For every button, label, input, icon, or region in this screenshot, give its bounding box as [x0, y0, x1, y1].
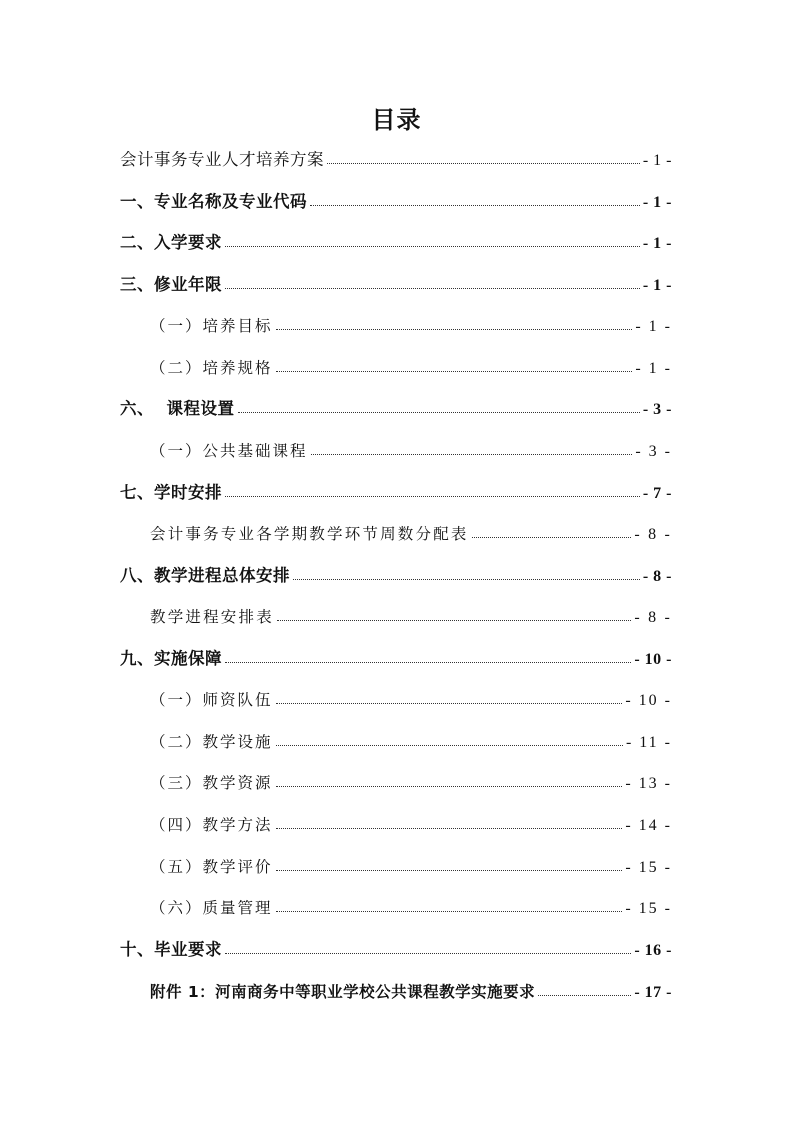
dot-leader — [310, 205, 640, 206]
toc-entry[interactable] — [150, 894, 672, 918]
toc-entry[interactable] — [150, 769, 672, 793]
page-title: 目录 — [371, 106, 422, 134]
dot-leader — [276, 911, 623, 912]
toc-entry[interactable] — [150, 853, 672, 877]
toc-entry-page: - 16 - — [634, 942, 672, 959]
toc-entry[interactable] — [120, 229, 672, 253]
toc-entry-label: 九、实施保障 — [120, 649, 222, 668]
toc-entry-label: 一、专业名称及专业代码 — [120, 192, 307, 211]
toc-entry[interactable] — [150, 978, 672, 1002]
toc-entry[interactable] — [120, 395, 672, 419]
toc-entry-label: （六）质量管理 — [150, 899, 273, 917]
toc-entry[interactable] — [150, 603, 672, 627]
toc-entry-label: （四）教学方法 — [150, 816, 273, 834]
dot-leader — [538, 995, 631, 996]
toc-entry-label: 教学进程安排表 — [150, 608, 274, 626]
toc-entry-page: - 17 - — [634, 984, 672, 1001]
toc-entry-label: 六、 课程设置 — [120, 399, 235, 418]
toc-entry-page: - 11 - — [625, 734, 672, 751]
toc-entry[interactable] — [120, 188, 672, 212]
toc-entry[interactable] — [150, 686, 672, 710]
dot-leader — [225, 496, 640, 497]
toc-entry[interactable] — [120, 645, 672, 669]
toc-entry-label: （二）培养规格 — [150, 359, 273, 377]
dot-leader — [276, 703, 623, 704]
toc-entry-page: - 3 - — [642, 401, 672, 418]
toc-entry[interactable] — [120, 562, 672, 586]
toc-entry-page: - 8 - — [642, 568, 672, 585]
toc-entry-label: （二）教学设施 — [150, 733, 273, 751]
toc-entry[interactable] — [150, 312, 672, 336]
toc-entry[interactable] — [120, 936, 672, 960]
toc-entry-page: - 14 - — [625, 817, 672, 834]
toc-entry-page: - 15 - — [625, 859, 672, 876]
toc-entry[interactable] — [120, 479, 672, 503]
toc-entry-page: - 3 - — [635, 443, 672, 460]
toc-entry-label: （三）教学资源 — [150, 774, 273, 792]
toc-entry-label: 附件 1：河南商务中等职业学校公共课程教学实施要求 — [150, 983, 536, 1001]
dot-leader — [277, 620, 631, 621]
toc-entry-page: - 1 - — [642, 194, 672, 211]
toc-entry-page: - 1 - — [635, 360, 672, 377]
dot-leader — [276, 329, 633, 330]
toc-entry-label: 二、入学要求 — [120, 233, 222, 252]
toc-entry[interactable] — [150, 728, 672, 752]
toc-entry-page: - 1 - — [642, 235, 672, 252]
toc-entry-page: - 1 - — [642, 152, 672, 169]
dot-leader — [276, 828, 623, 829]
toc-entry[interactable] — [150, 437, 672, 461]
dot-leader — [293, 579, 640, 580]
toc-entry-label: 七、学时安排 — [120, 483, 222, 502]
toc-entry-label: 十、毕业要求 — [120, 940, 222, 959]
dot-leader — [225, 288, 640, 289]
toc-entry-page: - 10 - — [634, 651, 672, 668]
toc-entry-label: （一）培养目标 — [150, 317, 273, 335]
dot-leader — [327, 163, 640, 164]
toc-entry[interactable] — [120, 146, 672, 170]
dot-leader — [276, 371, 633, 372]
toc-entry-page: - 8 - — [634, 526, 672, 543]
toc-entry-page: - 7 - — [642, 485, 672, 502]
toc-entry-label: （五）教学评价 — [150, 858, 273, 876]
dot-leader — [311, 454, 633, 455]
dot-leader — [238, 412, 640, 413]
dot-leader — [225, 953, 631, 954]
toc-entry[interactable] — [150, 811, 672, 835]
dot-leader — [276, 870, 623, 871]
toc-entry[interactable] — [120, 271, 672, 295]
toc-entry-page: - 15 - — [625, 900, 672, 917]
toc-entry-label: 会计事务专业人才培养方案 — [120, 150, 324, 169]
toc-entry-label: （一）公共基础课程 — [150, 442, 308, 460]
toc-entry-label: 会计事务专业各学期教学环节周数分配表 — [150, 525, 469, 543]
toc-entry-label: （一）师资队伍 — [150, 691, 273, 709]
toc-entry-page: - 13 - — [625, 775, 672, 792]
toc-entry-page: - 1 - — [642, 277, 672, 294]
dot-leader — [225, 662, 631, 663]
dot-leader — [472, 537, 632, 538]
toc-entry-label: 三、修业年限 — [120, 275, 222, 294]
toc-entry-page: - 1 - — [635, 318, 672, 335]
toc-entry[interactable] — [150, 520, 672, 544]
dot-leader — [225, 246, 640, 247]
toc-entry-page: - 10 - — [625, 692, 672, 709]
dot-leader — [276, 745, 623, 746]
dot-leader — [276, 786, 623, 787]
toc-entry-page: - 8 - — [634, 609, 672, 626]
toc-entry-label: 八、教学进程总体安排 — [120, 566, 290, 585]
toc-entry[interactable] — [150, 354, 672, 378]
